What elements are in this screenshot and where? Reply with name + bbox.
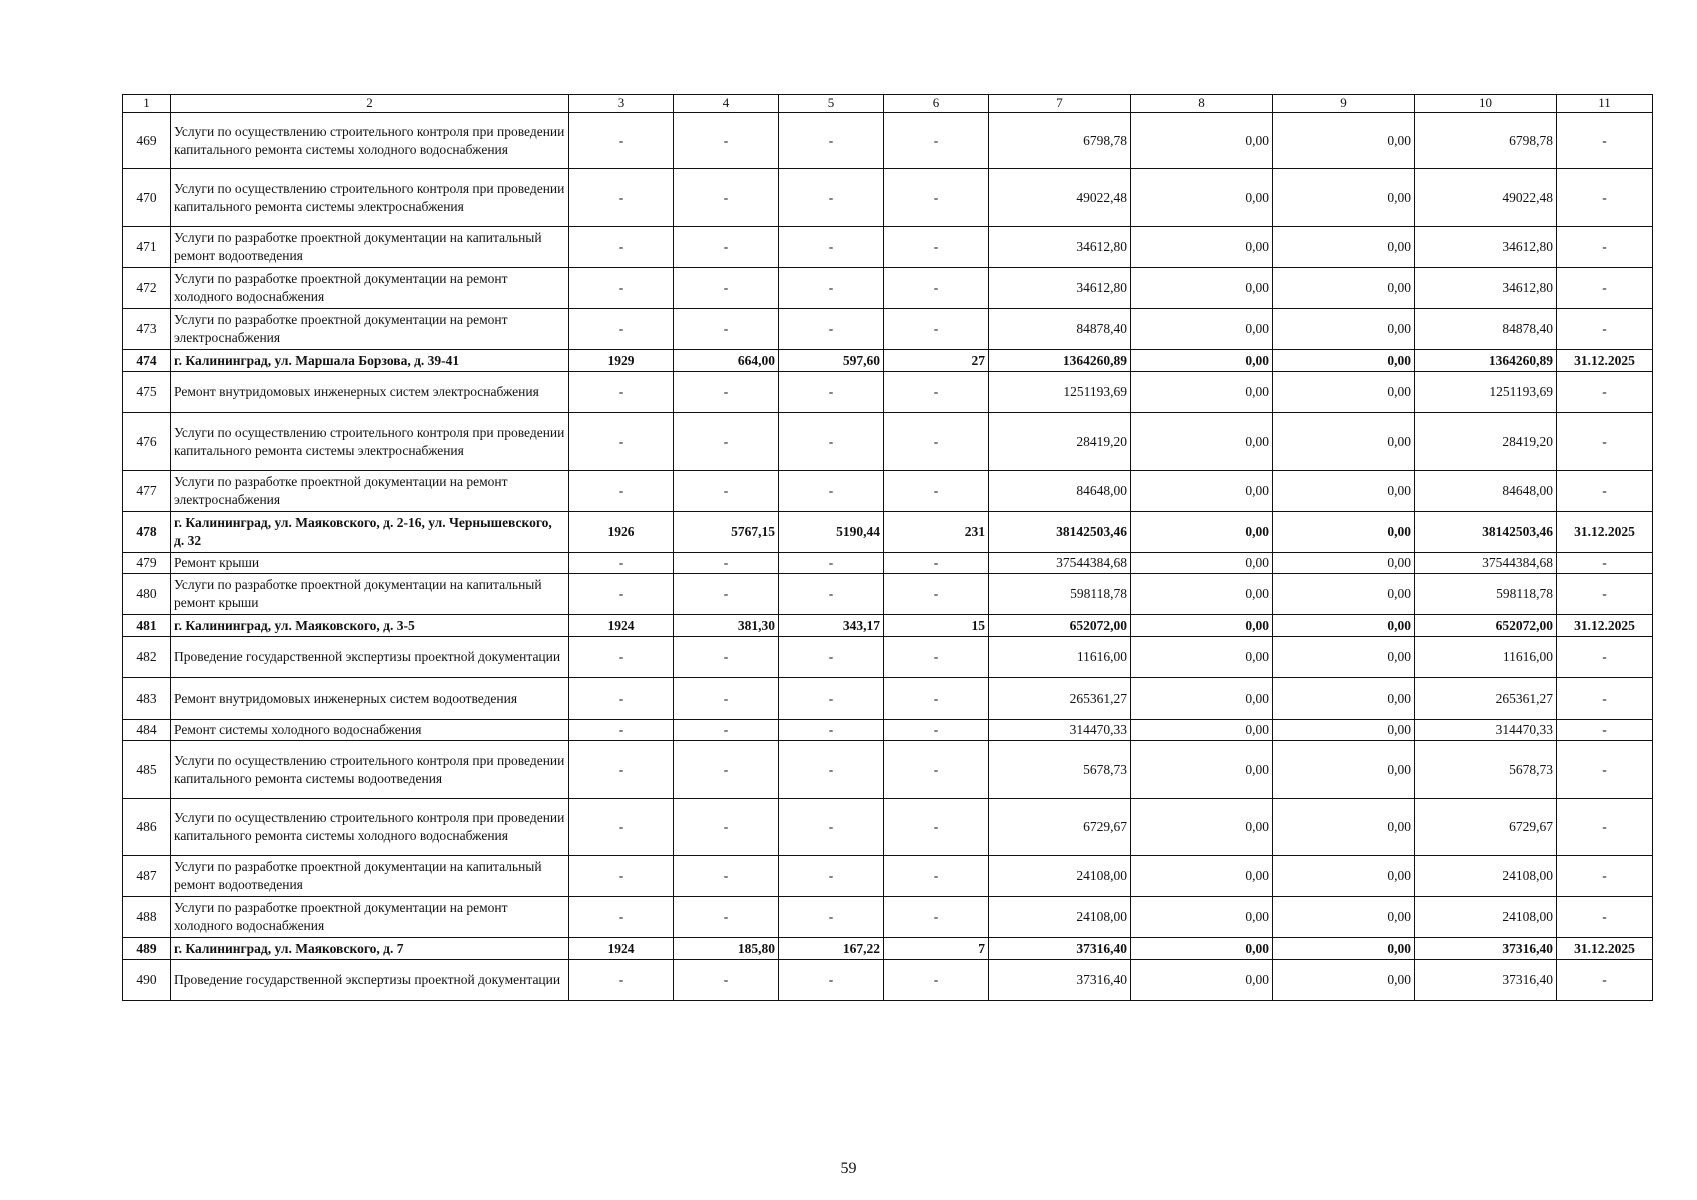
table-cell: 0,00	[1273, 512, 1415, 553]
table-cell: -	[569, 309, 674, 350]
table-cell: 479	[123, 553, 171, 574]
table-cell: Услуги по разработке проектной документации на ремонт холодного водоснабжения	[171, 897, 569, 938]
table-cell: -	[1557, 574, 1653, 615]
table-cell: 664,00	[674, 350, 779, 372]
table-cell: 1924	[569, 615, 674, 637]
table-cell: 0,00	[1273, 799, 1415, 856]
table-cell: -	[674, 113, 779, 169]
table-cell: 0,00	[1131, 960, 1273, 1001]
table-cell: 488	[123, 897, 171, 938]
table-cell: -	[884, 553, 989, 574]
table-cell: -	[884, 741, 989, 799]
table-cell: Услуги по осуществлению строительного контроля при проведении капитального ремонта системы холодного водоснабжения	[171, 113, 569, 169]
table-cell: -	[674, 268, 779, 309]
column-number-cell: 5	[779, 95, 884, 113]
table-cell: -	[1557, 799, 1653, 856]
table-cell: -	[884, 227, 989, 268]
table-body	[123, 95, 1653, 1001]
table-cell: -	[1557, 268, 1653, 309]
table-cell: 0,00	[1273, 741, 1415, 799]
table-cell: -	[779, 856, 884, 897]
column-number-cell: 10	[1415, 95, 1557, 113]
table-cell: Услуги по разработке проектной документации на капитальный ремонт водоотведения	[171, 856, 569, 897]
table-cell: Проведение государственной экспертизы проектной документации	[171, 637, 569, 678]
table-row	[123, 637, 1653, 678]
table-cell: 11616,00	[989, 637, 1131, 678]
table-cell: -	[674, 637, 779, 678]
table-cell: 31.12.2025	[1557, 615, 1653, 637]
table-cell: 475	[123, 372, 171, 413]
table-row	[123, 799, 1653, 856]
table-cell: 0,00	[1273, 897, 1415, 938]
table-cell: 0,00	[1131, 350, 1273, 372]
table-cell: 0,00	[1131, 309, 1273, 350]
table-cell: -	[884, 471, 989, 512]
table-cell: 474	[123, 350, 171, 372]
table-cell: 84878,40	[989, 309, 1131, 350]
table-cell: -	[569, 897, 674, 938]
table-cell: Услуги по разработке проектной документации на ремонт электроснабжения	[171, 471, 569, 512]
table-cell: -	[674, 741, 779, 799]
column-number-cell: 1	[123, 95, 171, 113]
table-cell: Услуги по разработке проектной документации на ремонт холодного водоснабжения	[171, 268, 569, 309]
table-cell: -	[779, 227, 884, 268]
table-cell: 167,22	[779, 938, 884, 960]
table-cell: 1251193,69	[989, 372, 1131, 413]
table-cell: 31.12.2025	[1557, 350, 1653, 372]
table-cell: -	[1557, 856, 1653, 897]
table-row	[123, 350, 1653, 372]
table-cell: г. Калининград, ул. Маяковского, д. 7	[171, 938, 569, 960]
table-cell: 15	[884, 615, 989, 637]
table-cell: -	[884, 309, 989, 350]
table-cell: 28419,20	[989, 413, 1131, 471]
table-cell: 231	[884, 512, 989, 553]
table-cell: -	[569, 720, 674, 741]
table-cell: 185,80	[674, 938, 779, 960]
column-number-cell: 11	[1557, 95, 1653, 113]
table-cell: 34612,80	[1415, 227, 1557, 268]
table-cell: -	[779, 741, 884, 799]
table-cell: -	[884, 678, 989, 720]
table-cell: 0,00	[1131, 413, 1273, 471]
table-row	[123, 741, 1653, 799]
table-cell: 5678,73	[989, 741, 1131, 799]
table-cell: 5678,73	[1415, 741, 1557, 799]
column-number-cell: 8	[1131, 95, 1273, 113]
table-cell: -	[1557, 678, 1653, 720]
table-cell: -	[779, 897, 884, 938]
table-cell: 0,00	[1273, 960, 1415, 1001]
table-cell: -	[779, 799, 884, 856]
table-row	[123, 615, 1653, 637]
table-cell: 6729,67	[989, 799, 1131, 856]
table-cell: 0,00	[1131, 227, 1273, 268]
table-cell: 314470,33	[1415, 720, 1557, 741]
table-cell: 28419,20	[1415, 413, 1557, 471]
table-cell: Ремонт крыши	[171, 553, 569, 574]
table-row	[123, 113, 1653, 169]
table-cell: -	[569, 413, 674, 471]
table-cell: -	[1557, 553, 1653, 574]
table-cell: 1364260,89	[1415, 350, 1557, 372]
table-cell: -	[569, 471, 674, 512]
table-cell: -	[674, 227, 779, 268]
table-cell: 24108,00	[989, 897, 1131, 938]
table-cell: 37316,40	[1415, 960, 1557, 1001]
table-cell: 1924	[569, 938, 674, 960]
table-cell: -	[569, 113, 674, 169]
table-cell: 487	[123, 856, 171, 897]
table-row	[123, 227, 1653, 268]
table-cell: -	[779, 471, 884, 512]
table-cell: 0,00	[1131, 372, 1273, 413]
table-cell: 1251193,69	[1415, 372, 1557, 413]
table-cell: 84878,40	[1415, 309, 1557, 350]
table-cell: -	[1557, 413, 1653, 471]
table-cell: 37544384,68	[989, 553, 1131, 574]
table-cell: 0,00	[1131, 615, 1273, 637]
table-cell: -	[779, 113, 884, 169]
table-cell: -	[884, 799, 989, 856]
table-cell: Ремонт системы холодного водоснабжения	[171, 720, 569, 741]
table-cell: 470	[123, 169, 171, 227]
table-cell: -	[1557, 227, 1653, 268]
table-cell: 1926	[569, 512, 674, 553]
table-cell: 482	[123, 637, 171, 678]
table-cell: 37316,40	[989, 938, 1131, 960]
table-cell: 469	[123, 113, 171, 169]
table-cell: 0,00	[1273, 574, 1415, 615]
table-cell: Услуги по разработке проектной документации на капитальный ремонт крыши	[171, 574, 569, 615]
table-cell: 0,00	[1273, 615, 1415, 637]
table-cell: 38142503,46	[1415, 512, 1557, 553]
table-cell: 0,00	[1273, 856, 1415, 897]
table-cell: 598118,78	[989, 574, 1131, 615]
table-cell: 0,00	[1273, 678, 1415, 720]
table-cell: -	[569, 553, 674, 574]
table-cell: -	[569, 637, 674, 678]
table-cell: -	[884, 856, 989, 897]
table-cell: 1364260,89	[989, 350, 1131, 372]
table-cell: 481	[123, 615, 171, 637]
table-row	[123, 960, 1653, 1001]
table-cell: 7	[884, 938, 989, 960]
table-cell: 0,00	[1273, 938, 1415, 960]
table-cell: -	[1557, 113, 1653, 169]
table-row	[123, 720, 1653, 741]
table-cell: -	[884, 897, 989, 938]
table-cell: -	[779, 268, 884, 309]
column-number-cell: 2	[171, 95, 569, 113]
table-cell: 0,00	[1131, 741, 1273, 799]
table-cell: 24108,00	[1415, 856, 1557, 897]
table-cell: 34612,80	[989, 268, 1131, 309]
table-cell: -	[884, 960, 989, 1001]
table-cell: -	[674, 799, 779, 856]
table-cell: -	[884, 169, 989, 227]
table-cell: 0,00	[1273, 227, 1415, 268]
table-cell: 473	[123, 309, 171, 350]
table-cell: 0,00	[1273, 413, 1415, 471]
table-cell: 0,00	[1273, 372, 1415, 413]
table-cell: 0,00	[1131, 897, 1273, 938]
table-cell: Ремонт внутридомовых инженерных систем электроснабжения	[171, 372, 569, 413]
table-cell: 6798,78	[1415, 113, 1557, 169]
table-cell: -	[884, 372, 989, 413]
table-cell: Услуги по разработке проектной документации на ремонт электроснабжения	[171, 309, 569, 350]
table-cell: 34612,80	[989, 227, 1131, 268]
table-cell: -	[674, 720, 779, 741]
table-cell: -	[674, 471, 779, 512]
table-cell: -	[779, 960, 884, 1001]
table-cell: 0,00	[1131, 268, 1273, 309]
table-cell: -	[569, 856, 674, 897]
table-cell: 84648,00	[989, 471, 1131, 512]
table-cell: -	[779, 574, 884, 615]
table-cell: 0,00	[1131, 720, 1273, 741]
table-cell: -	[884, 637, 989, 678]
table-cell: 38142503,46	[989, 512, 1131, 553]
table-cell: -	[674, 856, 779, 897]
table-cell: -	[884, 113, 989, 169]
table-cell: -	[1557, 637, 1653, 678]
table-cell: -	[779, 637, 884, 678]
table-cell: -	[569, 169, 674, 227]
column-number-cell: 9	[1273, 95, 1415, 113]
capital-repair-table	[122, 94, 1653, 1001]
page-number: 59	[840, 1160, 857, 1177]
table-row	[123, 512, 1653, 553]
table-cell: 0,00	[1273, 720, 1415, 741]
table-cell: -	[1557, 720, 1653, 741]
table-cell: Услуги по осуществлению строительного контроля при проведении капитального ремонта системы электроснабжения	[171, 169, 569, 227]
table-cell: 0,00	[1273, 309, 1415, 350]
table-cell: 652072,00	[989, 615, 1131, 637]
table-row	[123, 897, 1653, 938]
table-cell: 84648,00	[1415, 471, 1557, 512]
table-cell: -	[1557, 897, 1653, 938]
table-row	[123, 574, 1653, 615]
table-cell: -	[779, 413, 884, 471]
table-cell: 471	[123, 227, 171, 268]
table-cell: 0,00	[1131, 637, 1273, 678]
table-cell: -	[674, 372, 779, 413]
table-cell: 37316,40	[1415, 938, 1557, 960]
table-cell: 31.12.2025	[1557, 938, 1653, 960]
table-row	[123, 938, 1653, 960]
table-cell: -	[779, 678, 884, 720]
table-cell: -	[1557, 471, 1653, 512]
table-cell: Ремонт внутридомовых инженерных систем водоотведения	[171, 678, 569, 720]
table-cell: 6798,78	[989, 113, 1131, 169]
table-cell: -	[1557, 309, 1653, 350]
table-cell: -	[674, 960, 779, 1001]
table-cell: -	[1557, 741, 1653, 799]
column-number-cell: 7	[989, 95, 1131, 113]
table-cell: 0,00	[1131, 574, 1273, 615]
table-row	[123, 309, 1653, 350]
table-row	[123, 169, 1653, 227]
table-cell: 5190,44	[779, 512, 884, 553]
table-cell: -	[674, 574, 779, 615]
table-cell: 486	[123, 799, 171, 856]
table-row	[123, 856, 1653, 897]
table-cell: -	[779, 553, 884, 574]
table-cell: 0,00	[1131, 512, 1273, 553]
table-cell: 37544384,68	[1415, 553, 1557, 574]
table-row	[123, 678, 1653, 720]
table-cell: 0,00	[1131, 799, 1273, 856]
table-cell: -	[779, 372, 884, 413]
table-cell: -	[569, 227, 674, 268]
table-cell: Услуги по осуществлению строительного контроля при проведении капитального ремонта системы водоотведения	[171, 741, 569, 799]
table-cell: 11616,00	[1415, 637, 1557, 678]
table-cell: Услуги по осуществлению строительного контроля при проведении капитального ремонта системы электроснабжения	[171, 413, 569, 471]
table-cell: 31.12.2025	[1557, 512, 1653, 553]
table-cell: 314470,33	[989, 720, 1131, 741]
table-cell: -	[569, 960, 674, 1001]
table-row	[123, 471, 1653, 512]
column-number-cell: 4	[674, 95, 779, 113]
table-cell: -	[884, 574, 989, 615]
table-cell: 478	[123, 512, 171, 553]
table-cell: 265361,27	[1415, 678, 1557, 720]
table-cell: 0,00	[1131, 856, 1273, 897]
table-row	[123, 268, 1653, 309]
table-cell: -	[674, 553, 779, 574]
table-cell: г. Калининград, ул. Маршала Борзова, д. 39-41	[171, 350, 569, 372]
table-cell: -	[569, 741, 674, 799]
table-cell: 0,00	[1273, 637, 1415, 678]
table-cell: 0,00	[1273, 471, 1415, 512]
table-cell: 24108,00	[1415, 897, 1557, 938]
table-cell: 0,00	[1131, 169, 1273, 227]
table-cell: 484	[123, 720, 171, 741]
table-cell: 597,60	[779, 350, 884, 372]
table-cell: 0,00	[1131, 113, 1273, 169]
table-cell: 598118,78	[1415, 574, 1557, 615]
table-cell: 0,00	[1273, 350, 1415, 372]
table-cell: 1929	[569, 350, 674, 372]
table-cell: 34612,80	[1415, 268, 1557, 309]
table-cell: 0,00	[1131, 553, 1273, 574]
table-cell: г. Калининград, ул. Маяковского, д. 2-16, ул. Чернышевского, д. 32	[171, 512, 569, 553]
column-number-cell: 3	[569, 95, 674, 113]
table-cell: 485	[123, 741, 171, 799]
table-cell: -	[569, 678, 674, 720]
table-cell: 472	[123, 268, 171, 309]
table-cell: 476	[123, 413, 171, 471]
table-cell: -	[884, 413, 989, 471]
table-cell: 343,17	[779, 615, 884, 637]
table-cell: 0,00	[1131, 678, 1273, 720]
table-cell: 0,00	[1273, 113, 1415, 169]
table-cell: 0,00	[1131, 471, 1273, 512]
table-cell: Услуги по разработке проектной документации на капитальный ремонт водоотведения	[171, 227, 569, 268]
table-cell: 490	[123, 960, 171, 1001]
table-cell: 381,30	[674, 615, 779, 637]
table-cell: -	[674, 678, 779, 720]
table-cell: -	[674, 897, 779, 938]
table-cell: 27	[884, 350, 989, 372]
table-cell: -	[1557, 960, 1653, 1001]
table-cell: 6729,67	[1415, 799, 1557, 856]
table-cell: -	[569, 268, 674, 309]
column-number-cell: 6	[884, 95, 989, 113]
table-cell: -	[569, 574, 674, 615]
table-cell: 489	[123, 938, 171, 960]
table-cell: 5767,15	[674, 512, 779, 553]
table-row	[123, 553, 1653, 574]
table-cell: Услуги по осуществлению строительного контроля при проведении капитального ремонта системы холодного водоснабжения	[171, 799, 569, 856]
table-cell: -	[884, 720, 989, 741]
table-cell: -	[674, 169, 779, 227]
table-cell: -	[1557, 372, 1653, 413]
table-cell: -	[674, 413, 779, 471]
table-cell: Проведение государственной экспертизы проектной документации	[171, 960, 569, 1001]
table-cell: 37316,40	[989, 960, 1131, 1001]
table-cell: 49022,48	[989, 169, 1131, 227]
table-cell: 24108,00	[989, 856, 1131, 897]
table-cell: -	[779, 720, 884, 741]
table-cell: г. Калининград, ул. Маяковского, д. 3-5	[171, 615, 569, 637]
table-cell: 652072,00	[1415, 615, 1557, 637]
table-cell: -	[779, 169, 884, 227]
table-cell: -	[884, 268, 989, 309]
table-cell: 483	[123, 678, 171, 720]
table-cell: 0,00	[1273, 268, 1415, 309]
table-cell: 265361,27	[989, 678, 1131, 720]
table-cell: 0,00	[1131, 938, 1273, 960]
table-cell: 0,00	[1273, 553, 1415, 574]
table-cell: -	[779, 309, 884, 350]
table-cell: -	[569, 372, 674, 413]
table-row	[123, 413, 1653, 471]
table-cell: 477	[123, 471, 171, 512]
table-row	[123, 372, 1653, 413]
table-cell: -	[569, 799, 674, 856]
column-number-row	[123, 95, 1653, 113]
table-cell: 49022,48	[1415, 169, 1557, 227]
table-cell: 480	[123, 574, 171, 615]
table-cell: -	[1557, 169, 1653, 227]
table-cell: 0,00	[1273, 169, 1415, 227]
table-cell: -	[674, 309, 779, 350]
